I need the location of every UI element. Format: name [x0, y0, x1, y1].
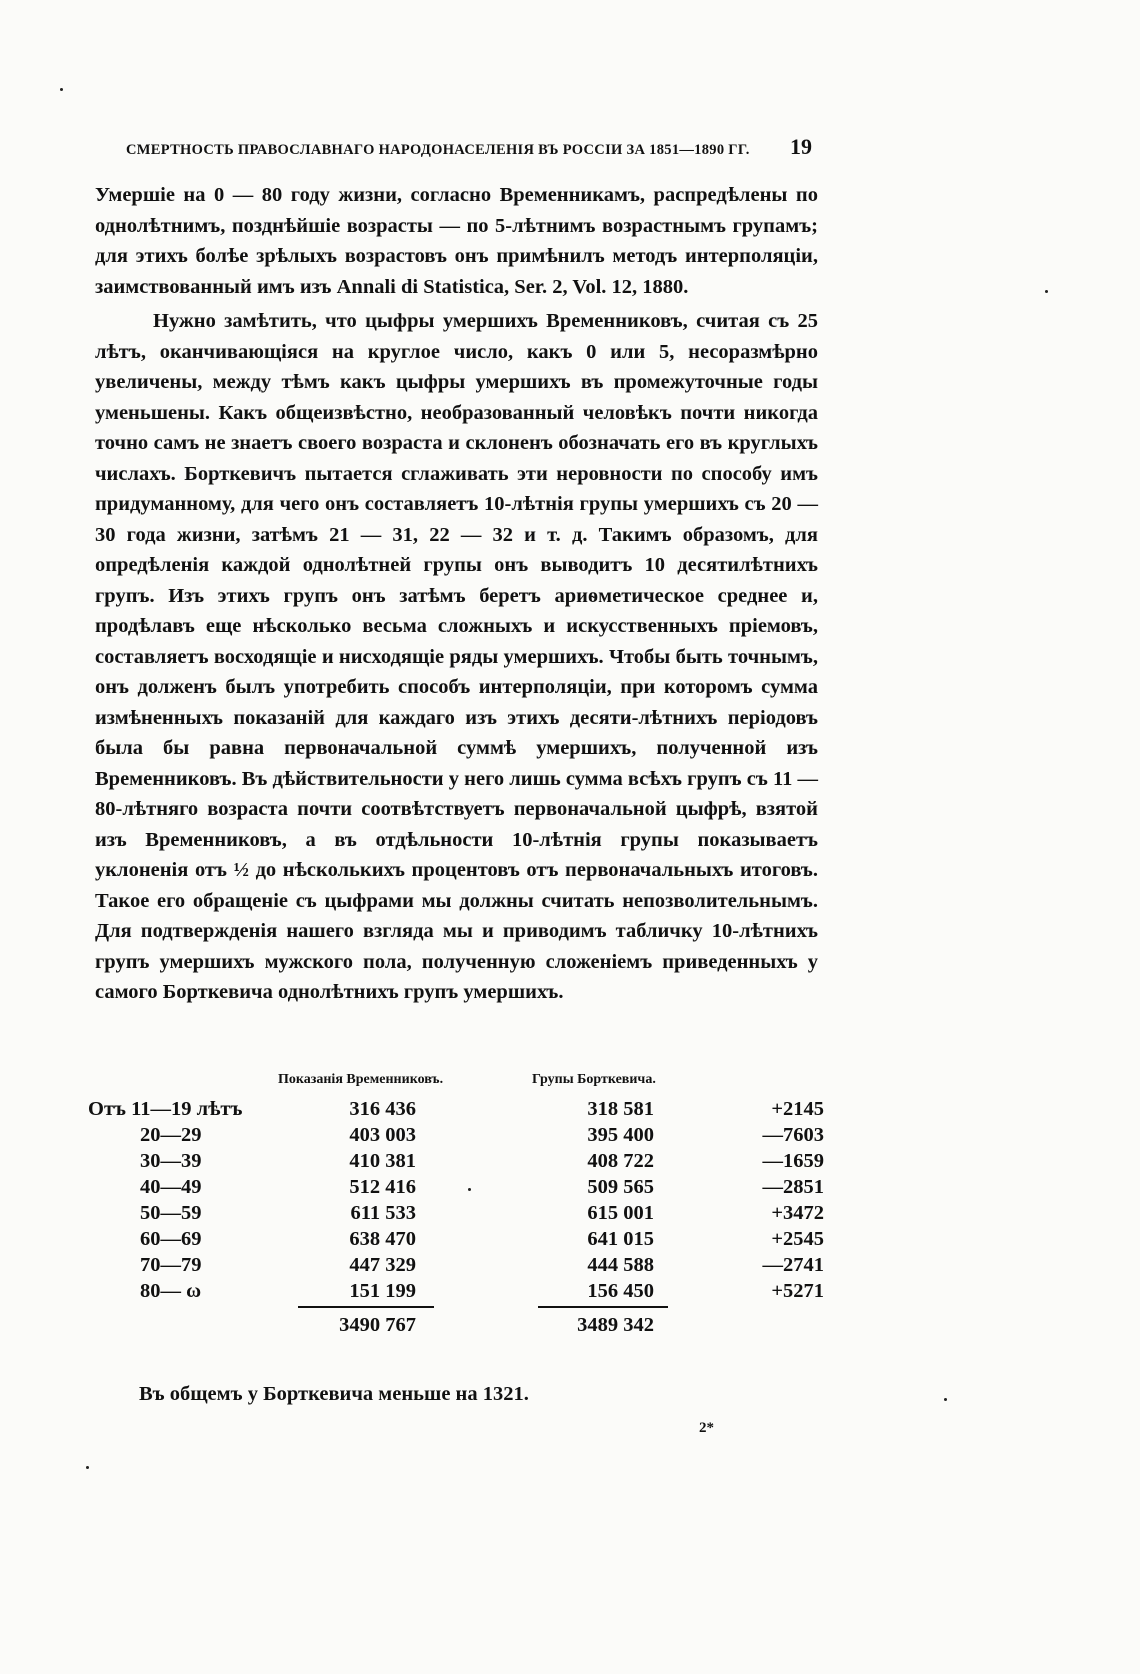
age-group-label: 60—69 — [140, 1228, 202, 1250]
table-row — [88, 1124, 828, 1150]
column-header-vremenniki: Показанія Временниковъ. — [278, 1072, 444, 1087]
vremenniki-value: 638 470 — [349, 1228, 416, 1250]
mortality-comparison-table — [88, 1072, 828, 1344]
body-text — [95, 180, 818, 1008]
vremenniki-value: 611 533 — [350, 1202, 416, 1224]
difference-value: —2851 — [762, 1176, 824, 1198]
age-group-label: 50—59 — [140, 1202, 202, 1224]
vremenniki-value: 512 416 — [349, 1176, 416, 1198]
page-number: 19 — [790, 134, 812, 159]
bortkevich-value: 395 400 — [587, 1124, 654, 1146]
table-header — [88, 1072, 828, 1098]
summary-line: Въ общемъ у Борткевича меньше на 1321. — [139, 1383, 529, 1405]
bortkevich-value: 641 015 — [587, 1228, 654, 1250]
scan-speck — [944, 1398, 947, 1401]
age-group-label: 20—29 — [140, 1124, 202, 1146]
table-row — [88, 1202, 828, 1228]
vremenniki-value: 447 329 — [349, 1254, 416, 1276]
vremenniki-value: 403 003 — [349, 1124, 416, 1146]
age-group-label: 40—49 — [140, 1176, 202, 1198]
scan-speck — [86, 1466, 89, 1469]
scan-speck — [468, 1188, 471, 1191]
total-rule-bortkevich — [538, 1306, 668, 1308]
paragraph-2: Нужно замѣтить, что цыфры умершихъ Временниковъ, считая съ 25 лѣтъ, оканчивающіяся на круглое число, какъ 0 или 5, несоразмѣрно увеличены, между тѣмъ какъ цыфры умершихъ въ промежуточные годы уменьшены. Какъ общеизвѣстно, необразованный человѣкъ почти никогда точно самъ не знаетъ своего возраста и склоненъ обозначать его въ круглыхъ числахъ. Борткевичъ пытается сглаживать эти неровности по способу имъ придуманному, для чего онъ составляетъ 10-лѣтнія групы умершихъ съ 20 — 30 года жизни, затѣмъ 21 — 31, 22 — 32 и т. д. Такимъ образомъ, для опредѣленія каждой однолѣтней групы онъ выводитъ 10 десятилѣтнихъ групъ. Изъ этихъ групъ онъ затѣмъ беретъ ариѳметическое среднее и, продѣлавъ еще нѣсколько весьма сложныхъ и искусственныхъ пріемовъ, составляетъ восходящіе и нисходящіе ряды умершихъ. Чтобы быть точнымъ, онъ долженъ былъ употребить способъ интерполяціи, при которомъ сумма измѣненныхъ показаній для каждаго изъ этихъ десяти-лѣтнихъ періодовъ была бы равна первоначальной суммѣ умершихъ, полученной изъ Временниковъ. Въ дѣйствительности у него лишь сумма всѣхъ групъ съ 11 — 80-лѣтняго возраста почти соотвѣтствуетъ первоначальной цыфрѣ, взятой изъ Временниковъ, а въ отдѣльности 10-лѣтнія групы показываетъ уклоненія отъ ½ до нѣсколькихъ процентовъ отъ первоначальныхъ итоговъ. Такое его обращеніе съ цыфрами мы должны считать непозволительнымъ. Для подтвержденія нашего взгляда мы и приводимъ табличку 10-лѣтнихъ групъ умершихъ мужского пола, полученную сложеніемъ приведенныхъ у самого Борткевича однолѣтнихъ групъ умершихъ. — [95, 310, 818, 1003]
age-group-label: 80— ω — [140, 1280, 202, 1302]
difference-value: +3472 — [771, 1202, 824, 1224]
totals-row — [88, 1314, 828, 1344]
difference-value: +5271 — [771, 1280, 824, 1302]
bortkevich-value: 509 565 — [587, 1176, 654, 1198]
running-header — [126, 134, 812, 164]
age-group-label: 30—39 — [140, 1150, 202, 1172]
table-row — [88, 1254, 828, 1280]
scan-speck — [1045, 290, 1048, 293]
header-title: СМЕРТНОСТЬ ПРАВОСЛАВНАГО НАРОДОНАСЕЛЕНІЯ ВЪ РОССІИ ЗА 1851—1890 ГГ. — [126, 142, 750, 158]
difference-value: +2545 — [771, 1228, 824, 1250]
vremenniki-value: 410 381 — [349, 1150, 416, 1172]
vremenniki-value: 316 436 — [349, 1098, 416, 1120]
total-rule-vremenniki — [298, 1306, 434, 1308]
bortkevich-value: 444 588 — [587, 1254, 654, 1276]
difference-value: —7603 — [762, 1124, 824, 1146]
total-rules — [88, 1306, 828, 1310]
table-row — [88, 1098, 828, 1124]
difference-value: —2741 — [762, 1254, 824, 1276]
column-header-bortkevich: Групы Борткевича. — [532, 1072, 656, 1087]
bortkevich-value: 615 001 — [587, 1202, 654, 1224]
age-group-label: Отъ 11—19 лѣтъ — [88, 1098, 243, 1120]
age-group-label: 70—79 — [140, 1254, 202, 1276]
table-row — [88, 1176, 828, 1202]
scan-speck — [60, 88, 63, 91]
signature-mark: 2* — [699, 1420, 714, 1436]
bortkevich-value: 156 450 — [587, 1280, 654, 1302]
total-vremenniki: 3490 767 — [339, 1314, 416, 1336]
table-row — [88, 1228, 828, 1254]
bortkevich-value: 318 581 — [587, 1098, 654, 1120]
table-row — [88, 1150, 828, 1176]
table-row — [88, 1280, 828, 1306]
vremenniki-value: 151 199 — [349, 1280, 416, 1302]
difference-value: +2145 — [771, 1098, 824, 1120]
difference-value: —1659 — [762, 1150, 824, 1172]
paragraph-1: Умершіе на 0 — 80 году жизни, согласно Временникамъ, распредѣлены по однолѣтнимъ, позднѣйшіе возрасты — по 5-лѣтнимъ возрастнымъ групамъ; для этихъ болѣе зрѣлыхъ возрастовъ онъ примѣнилъ методъ интерполяціи, заимствованный имъ изъ Annali di Statistica, Ser. 2, Vol. 12, 1880. — [95, 184, 818, 298]
bortkevich-value: 408 722 — [587, 1150, 654, 1172]
total-bortkevich: 3489 342 — [577, 1314, 654, 1336]
